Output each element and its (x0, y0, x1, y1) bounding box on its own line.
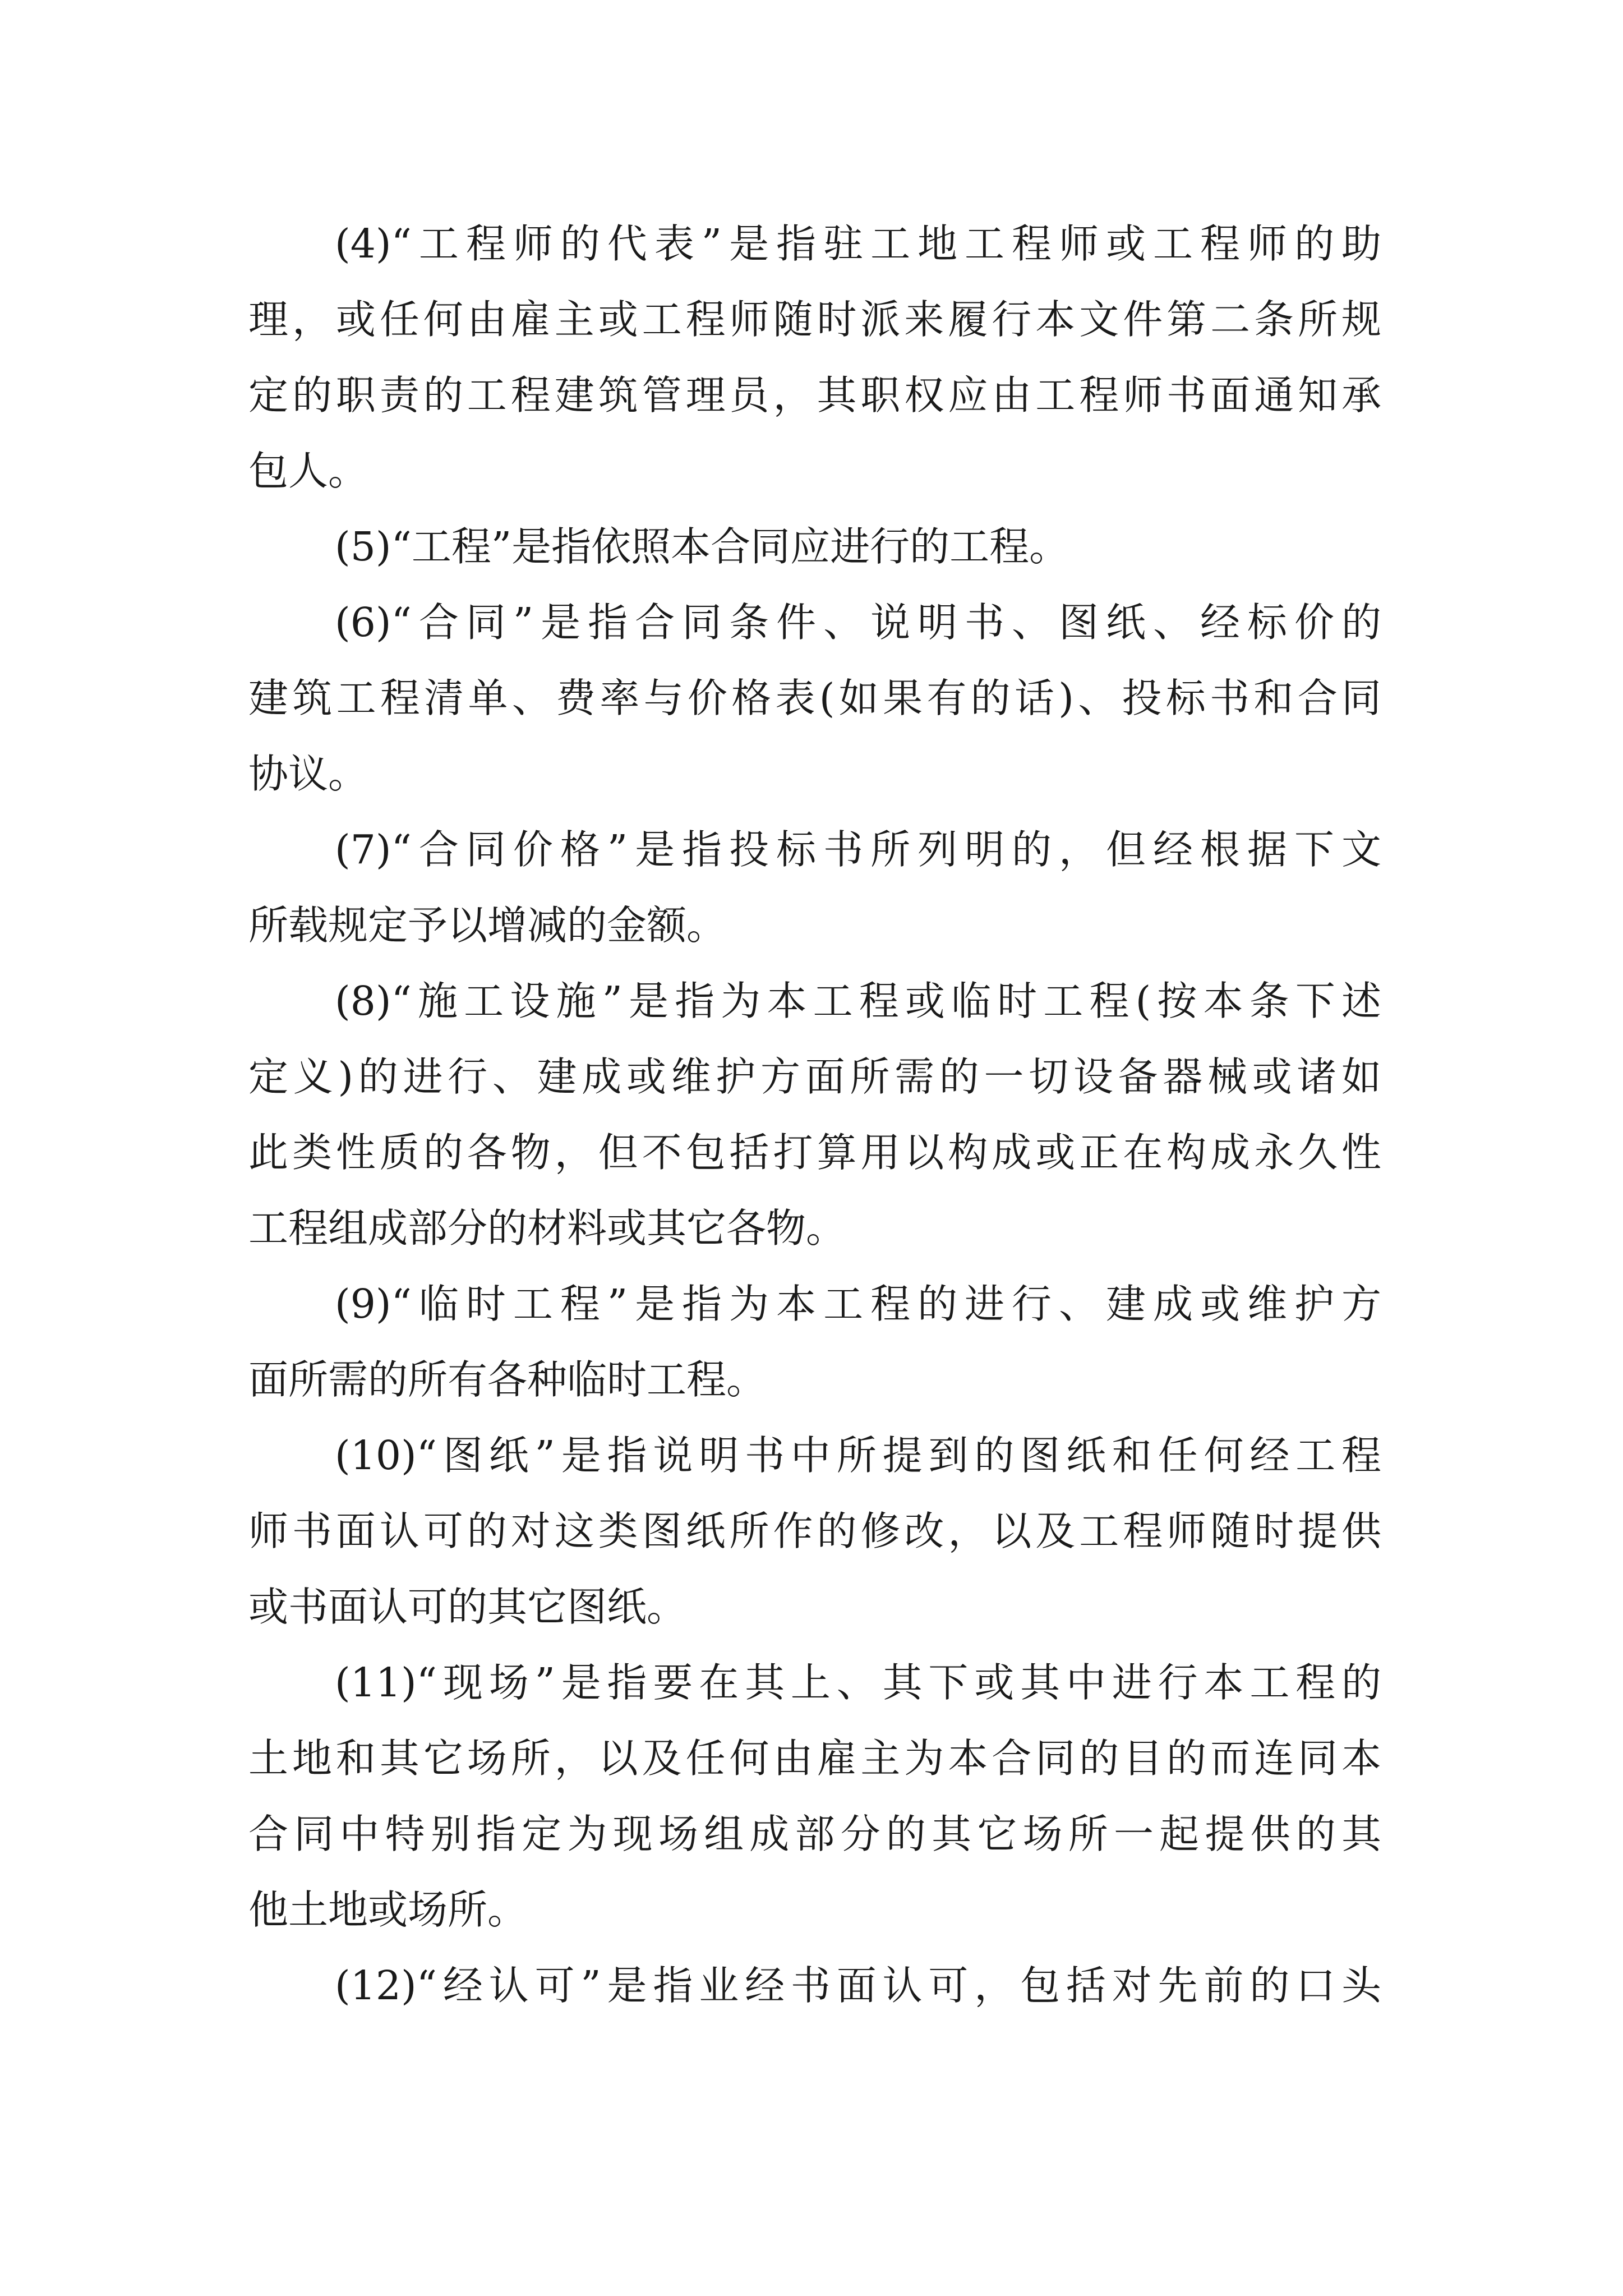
text-line: (9)“临时工程”是指为本工程的进行、建成或维护方 (335, 1281, 1381, 1327)
text-line: 包人。 (248, 448, 368, 494)
text-line: (11)“现场”是指要在其上、其下或其中进行本工程的 (335, 1659, 1381, 1706)
text-line: (10)“图纸”是指说明书中所提到的图纸和任何经工程 (335, 1432, 1381, 1479)
text-line: (7)“合同价格”是指投标书所列明的，但经根据下文 (335, 826, 1381, 873)
text-line: 理，或任何由雇主或工程师随时派来履行本文件第二条所规 (248, 296, 1381, 343)
text-line: 合同中特别指定为现场组成部分的其它场所一起提供的其 (248, 1811, 1381, 1857)
text-line: 他土地或场所。 (248, 1887, 528, 1933)
text-line: 此类性质的各物，但不包括打算用以构成或正在构成永久性 (248, 1129, 1381, 1176)
text-line: 定的职责的工程建筑管理员，其职权应由工程师书面通知承 (248, 372, 1381, 418)
text-line: 建筑工程清单、费率与价格表(如果有的话)、投标书和合同 (248, 675, 1381, 721)
text-line: 或书面认可的其它图纸。 (248, 1584, 687, 1630)
text-line: 定义)的进行、建成或维护方面所需的一切设备器械或诸如 (248, 1053, 1381, 1100)
text-line: 土地和其它场所，以及任何由雇主为本合同的目的而连同本 (248, 1735, 1381, 1782)
text-line: (5)“工程”是指依照本合同应进行的工程。 (335, 523, 1069, 570)
text-line: (4)“工程师的代表”是指驻工地工程师或工程师的助 (335, 220, 1381, 267)
text-line: (12)“经认可”是指业经书面认可，包括对先前的口头 (335, 1962, 1381, 2009)
text-line: 师书面认可的对这类图纸所作的修改，以及工程师随时提供 (248, 1508, 1381, 1554)
text-line: 工程组成部分的材料或其它各物。 (248, 1205, 846, 1251)
text-line: 所载规定予以增减的金额。 (248, 902, 727, 949)
text-line: 协议。 (248, 751, 368, 797)
text-line: 面所需的所有各种临时工程。 (248, 1356, 767, 1403)
text-line: (8)“施工设施”是指为本工程或临时工程(按本条下述 (335, 978, 1381, 1024)
text-line: (6)“合同”是指合同条件、说明书、图纸、经标价的 (335, 599, 1381, 646)
